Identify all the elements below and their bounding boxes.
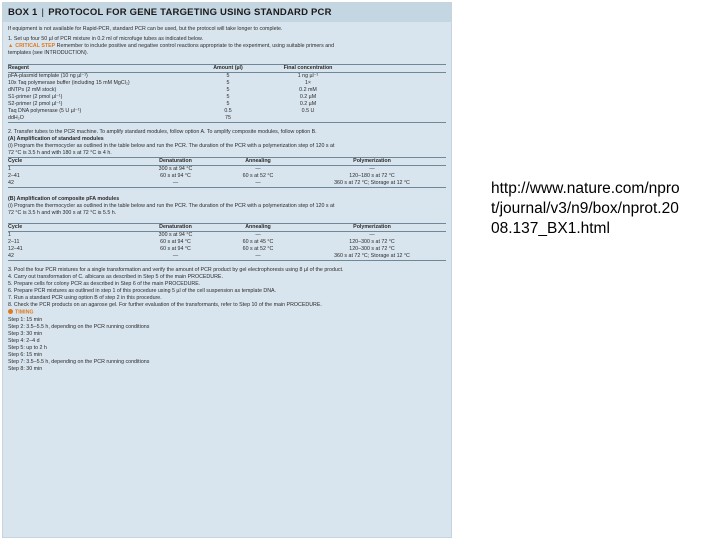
column-header: Annealing [245,224,271,230]
timing-list [8,317,446,373]
column-header: Reagent [8,65,29,71]
table-cell: 0.5 [224,108,232,114]
timing-item: Step 6: 15 min [8,351,43,358]
step-1-text: 1. Set up four 50 µl of PCR mixture in 0.2 ml of microfuge tubes as indicated below. [8,36,204,42]
column-header: Amount (µl) [213,65,243,71]
reagent-table-body [8,73,446,122]
table-cell: 300 s at 94 °C [158,232,193,238]
table-row [8,108,446,115]
table-cell: 2–11 [8,239,20,245]
table-cell: 1 [8,166,11,172]
source-url-line-1: http://www.nature.com/npro [491,180,680,197]
table-cell: 60 s at 94 °C [160,246,191,252]
source-url-line-3: 08.137_BX1.html [491,220,610,237]
table-cell: S2-primer (2 pmol µl⁻¹) [8,101,63,107]
step-2-text: 2. Transfer tubes to the PCR machine. To amplify standard modules, follow option A. To amplify composite modules, follow option B. [8,129,317,135]
procedure-step: 5. Prepare cells for colony PCR as described in Step 6 of the main PROCEDURE. [8,281,201,287]
table-row [8,73,446,80]
column-header: Polymerization [353,158,391,164]
table-cell: 60 s at 52 °C [242,173,274,179]
timing-item: Step 2: 3.5–5.5 h, depending on the PCR running conditions [8,323,150,330]
warning-triangle-icon: ▲ [8,43,14,49]
procedure-step: 4. Carry out transformation of C. albicans as described in Step 5 of the main PROCEDURE. [8,274,223,280]
table-cell: 60 s at 94 °C [160,239,191,245]
table-cell: 120–300 s at 72 °C [349,239,395,245]
table-cell: 1 [8,232,11,238]
table-cell: 0.2 µM [299,101,317,107]
procedure-step: 7. Run a standard PCR using option B of step 2 in this procedure. [8,295,162,301]
critical-step-label: ▲ CRITICAL STEP [8,43,56,49]
table-cell: — [369,166,375,172]
table-row [8,94,446,101]
box-title-bar [3,3,451,22]
box-label: BOX 1 [8,7,38,18]
procedure-step: 3. Pool the four PCR mixtures for a single transformation and verify the amount of PCR product by gel electrophoresis using 8 µl of the product. [8,267,344,273]
table-cell: 300 s at 94 °C [158,166,193,172]
cycle-table-a-body [8,166,446,187]
table-cell: 75 [225,115,231,121]
table-cell: — [172,180,179,186]
table-cell: 1× [304,80,312,86]
table-cell: — [255,180,261,186]
table-cell: 42 [8,180,14,186]
table-cell: 5 [226,94,230,100]
timing-bullet-icon [8,309,13,314]
cycle-table-header [8,224,446,231]
cycle-table-a [8,158,446,165]
timing-item: Step 8: 30 min [8,365,43,372]
column-header: Polymerization [353,224,391,230]
table-cell: 2–41 [8,173,20,179]
timing-item: Step 7: 3.5–5.5 h, depending on the PCR running conditions [8,358,150,365]
option-a-text-1: (i) Program the thermocycler as outlined in the table below and run the PCR. The duration of the PCR with a polymerization step of 120 s at [8,143,335,149]
option-a-text-2: 72 °C is 3.5 h and with 180 s at 72 °C is 4 h. [8,150,112,156]
table-row [8,87,446,94]
critical-step [8,43,446,50]
table-cell: 10x Taq polymerase buffer (including 15 mM MgCl₂) [8,80,130,86]
table-cell: — [172,253,179,259]
table-row [8,166,446,173]
box-title: PROTOCOL FOR GENE TARGETING USING STANDARD PCR [48,7,332,18]
table-cell: dNTPs (2 mM stock) [8,87,57,93]
reagent-table [8,65,446,72]
table-cell: 5 [226,101,230,107]
option-b-text-1: (i) Program the thermocycler as outlined in the table below and run the PCR. The duration of the PCR with a polymerization step of 120 s at [8,203,335,209]
timing-item: Step 4: 2–4 d [8,337,40,344]
source-url-line-2: t/journal/v3/n9/box/nprot.20 [491,200,679,217]
reagent-table-header [8,65,446,72]
cycle-table-header [8,158,446,165]
table-cell: 120–300 s at 72 °C [349,246,395,252]
table-row [8,180,446,187]
table-cell: 360 s at 72 °C; Storage at 12 °C [334,180,410,186]
table-cell: ddH₂O [8,115,24,121]
table-cell: 5 [226,73,230,79]
option-a-heading: (A) Amplification of standard modules [8,136,104,142]
option-b-heading: (B) Amplification of composite pFA modules [8,196,120,202]
table-cell: Taq DNA polymerase (5 U µl⁻¹) [8,108,82,114]
column-header: Cycle [8,158,23,164]
table-cell: 1 ng µl⁻¹ [297,73,319,79]
table-row [8,101,446,108]
table-row [8,80,446,87]
critical-step-text-1: Remember to include positive and negative control reactions appropriate to the experiment, using suitable primers and [56,43,335,49]
table-cell: pFA-plasmid template (10 ng µl⁻¹) [8,73,88,79]
procedure-step: 6. Prepare PCR mixtures as outlined in step 1 of this procedure using 5 µl of the cell suspension as template DNA. [8,288,277,294]
timing-heading: TIMING [8,309,446,317]
timing-item: Step 1: 15 min [8,316,43,323]
column-header: Cycle [8,224,23,230]
intro-text: If equipment is not available for Rapid-PCR, standard PCR can be used, but the protocol will take longer to complete. [8,26,283,32]
critical-step-text-2: templates (see INTRODUCTION). [8,50,89,56]
table-cell: 120–180 s at 72 °C [349,173,395,179]
option-b-text-2: 72 °C is 3.5 h and with 300 s at 72 °C is 5.5 h. [8,210,117,216]
cycle-table-b [8,224,446,231]
table-cell: 12–41 [8,246,23,252]
table-cell: 5 [226,87,230,93]
table-cell: 60 s at 45 °C [242,239,274,245]
later-steps-list [8,267,446,309]
table-cell: 60 s at 52 °C [242,246,274,252]
procedure-step: 8. Check the PCR products on an agarose gel. For further evaluation of the transformants, refer to Step 10 of the main PROCEDURE. [8,302,322,308]
table-cell: — [369,232,375,238]
timing-item: Step 5: up to 2 h [8,344,47,351]
table-cell: 360 s at 72 °C; Storage at 12 °C [334,253,410,259]
table-row [8,173,446,180]
table-row [8,246,446,253]
table-cell: 42 [8,253,14,259]
table-cell: 5 [226,80,230,86]
table-row [8,232,446,239]
table-row [8,253,446,260]
column-header: Denaturation [159,158,192,164]
column-header: Annealing [245,158,271,164]
column-header: Denaturation [159,224,192,230]
table-cell: 0.2 mM [299,87,317,93]
box-content [8,26,446,373]
table-cell: — [255,232,261,238]
cycle-table-b-body [8,232,446,260]
table-cell: — [255,253,261,259]
column-header: Final concentration [283,65,333,71]
table-cell: 0.2 µM [299,94,317,100]
table-cell: S1-primer (2 pmol µl⁻¹) [8,94,63,100]
table-cell: 0.5 U [301,108,315,114]
table-row [8,239,446,246]
source-url [491,179,720,239]
protocol-box [2,2,452,538]
timing-item: Step 3: 30 min [8,330,43,337]
table-cell: — [255,166,261,172]
title-separator: | [41,7,45,18]
table-row [8,115,446,122]
table-cell [268,115,348,122]
table-cell: 60 s at 94 °C [160,173,191,179]
